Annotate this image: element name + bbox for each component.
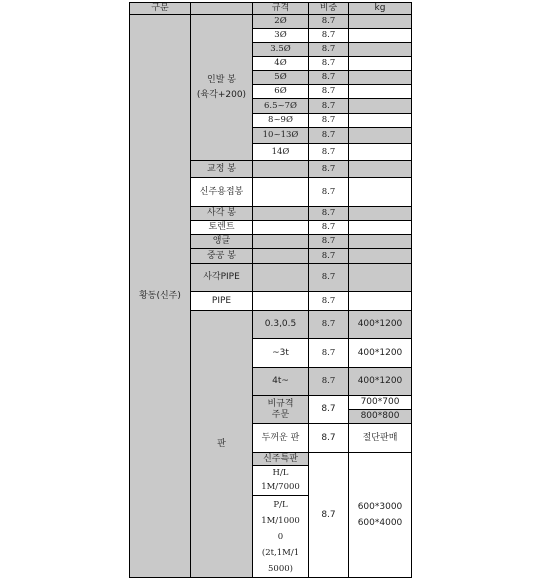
rod-gravity: 8.7 xyxy=(308,98,349,114)
rod-spec: 5Ø xyxy=(252,70,309,85)
rod-spec: 6Ø xyxy=(252,84,309,99)
rod-kg xyxy=(348,70,412,85)
rod-kg xyxy=(348,143,412,161)
rod-kg xyxy=(348,56,412,71)
item-kg xyxy=(348,206,412,221)
special-pl-line5: 5000) xyxy=(268,563,293,574)
plate-kg: 400*1200 xyxy=(348,367,412,396)
special-pl-line1: P/L xyxy=(273,499,288,510)
item-gravity: 8.7 xyxy=(308,206,349,221)
rod-gravity: 8.7 xyxy=(308,113,349,128)
item-spec xyxy=(252,160,309,178)
rod-spec: 14Ø xyxy=(252,143,309,161)
thick-gravity: 8.7 xyxy=(308,423,349,453)
item-name: 신주용접봉 xyxy=(190,177,253,207)
special-hl-line2: 1M/7000 xyxy=(261,482,300,492)
rod-gravity: 8.7 xyxy=(308,127,349,144)
custom-spec-line2: 주문 xyxy=(271,409,290,420)
item-name: 사각PIPE xyxy=(190,263,253,292)
item-name: 토렌트 xyxy=(190,220,253,235)
item-kg xyxy=(348,263,412,292)
item-kg xyxy=(348,291,412,311)
header-gravity: 비중 xyxy=(308,2,349,15)
special-title: 신주특판 xyxy=(252,452,309,466)
custom-gravity: 8.7 xyxy=(308,395,349,424)
item-spec xyxy=(252,291,309,311)
plate-gravity: 8.7 xyxy=(308,338,349,368)
rod-gravity: 8.7 xyxy=(308,84,349,99)
special-pl-line4: (2t,1M/1 xyxy=(261,547,300,558)
special-kg-cell xyxy=(348,452,412,578)
rod-spec: 3.5Ø xyxy=(252,42,309,57)
plate-spec: 0.3,0.5 xyxy=(252,310,309,339)
special-kg2: 600*4000 xyxy=(357,518,403,528)
rod-kg xyxy=(348,84,412,99)
item-name: 중공 봉 xyxy=(190,248,253,264)
special-gravity: 8.7 xyxy=(308,452,349,578)
item-gravity: 8.7 xyxy=(308,177,349,207)
rod-spec: 3Ø xyxy=(252,28,309,43)
rod-gravity: 8.7 xyxy=(308,70,349,85)
item-gravity: 8.7 xyxy=(308,220,349,235)
rod-gravity: 8.7 xyxy=(308,143,349,161)
item-gravity: 8.7 xyxy=(308,263,349,292)
rod-spec: 10~13Ø xyxy=(252,127,309,144)
item-name: 앵글 xyxy=(190,234,253,249)
item-kg xyxy=(348,220,412,235)
item-spec xyxy=(252,206,309,221)
item-spec xyxy=(252,263,309,292)
custom-spec-line1: 비규격 xyxy=(267,398,294,409)
item-name: 교정 봉 xyxy=(190,160,253,178)
item-spec xyxy=(252,248,309,264)
plate-gravity: 8.7 xyxy=(308,367,349,396)
rod-label-cell xyxy=(190,14,253,161)
rod-gravity: 8.7 xyxy=(308,28,349,43)
rod-spec: 4Ø xyxy=(252,56,309,71)
thick-spec: 두꺼운 판 xyxy=(252,423,309,453)
item-gravity: 8.7 xyxy=(308,248,349,264)
item-name: 사각 봉 xyxy=(190,206,253,221)
custom-kg1: 700*700 xyxy=(348,395,412,410)
plate-kg: 400*1200 xyxy=(348,338,412,368)
plate-spec: 4t~ xyxy=(252,367,309,396)
item-gravity: 8.7 xyxy=(308,160,349,178)
rod-label: 인발 봉 xyxy=(207,74,236,85)
header-kg: kg xyxy=(348,2,412,15)
item-name: PIPE xyxy=(190,291,253,311)
rod-gravity: 8.7 xyxy=(308,42,349,57)
item-gravity: 8.7 xyxy=(308,291,349,311)
rod-kg xyxy=(348,42,412,57)
rod-spec: 2Ø xyxy=(252,14,309,29)
rod-kg xyxy=(348,14,412,29)
group-label: 황동(신주) xyxy=(139,290,181,301)
item-kg xyxy=(348,248,412,264)
rod-kg xyxy=(348,28,412,43)
group-label-cell xyxy=(129,14,191,578)
rod-sublabel: (육각+200) xyxy=(196,89,247,100)
thick-kg: 절단판매 xyxy=(348,423,412,453)
item-spec xyxy=(252,177,309,207)
special-pl-line2: 1M/1000 xyxy=(261,515,300,526)
special-pl-cell xyxy=(252,495,309,578)
item-kg xyxy=(348,160,412,178)
special-hl-cell xyxy=(252,465,309,496)
special-kg1: 600*3000 xyxy=(357,502,403,512)
rod-gravity: 8.7 xyxy=(308,14,349,29)
plate-spec: ~3t xyxy=(252,338,309,368)
plate-label-cell xyxy=(190,310,253,578)
header-spec: 규격 xyxy=(252,2,309,15)
rod-spec: 6.5~7Ø xyxy=(252,98,309,114)
plate-gravity: 8.7 xyxy=(308,310,349,339)
special-pl-line3: 0 xyxy=(277,531,284,542)
item-kg xyxy=(348,177,412,207)
rod-kg xyxy=(348,98,412,114)
item-gravity: 8.7 xyxy=(308,234,349,249)
item-spec xyxy=(252,234,309,249)
plate-label: 판 xyxy=(217,438,226,449)
custom-kg2: 800*800 xyxy=(348,409,412,424)
custom-spec-cell xyxy=(252,395,309,424)
rod-kg xyxy=(348,113,412,128)
rod-gravity: 8.7 xyxy=(308,56,349,71)
plate-kg: 400*1200 xyxy=(348,310,412,339)
item-kg xyxy=(348,234,412,249)
rod-spec: 8~9Ø xyxy=(252,113,309,128)
special-hl-line1: H/L xyxy=(272,468,289,478)
rod-kg xyxy=(348,127,412,144)
header-category: 구분 xyxy=(129,2,191,15)
item-spec xyxy=(252,220,309,235)
